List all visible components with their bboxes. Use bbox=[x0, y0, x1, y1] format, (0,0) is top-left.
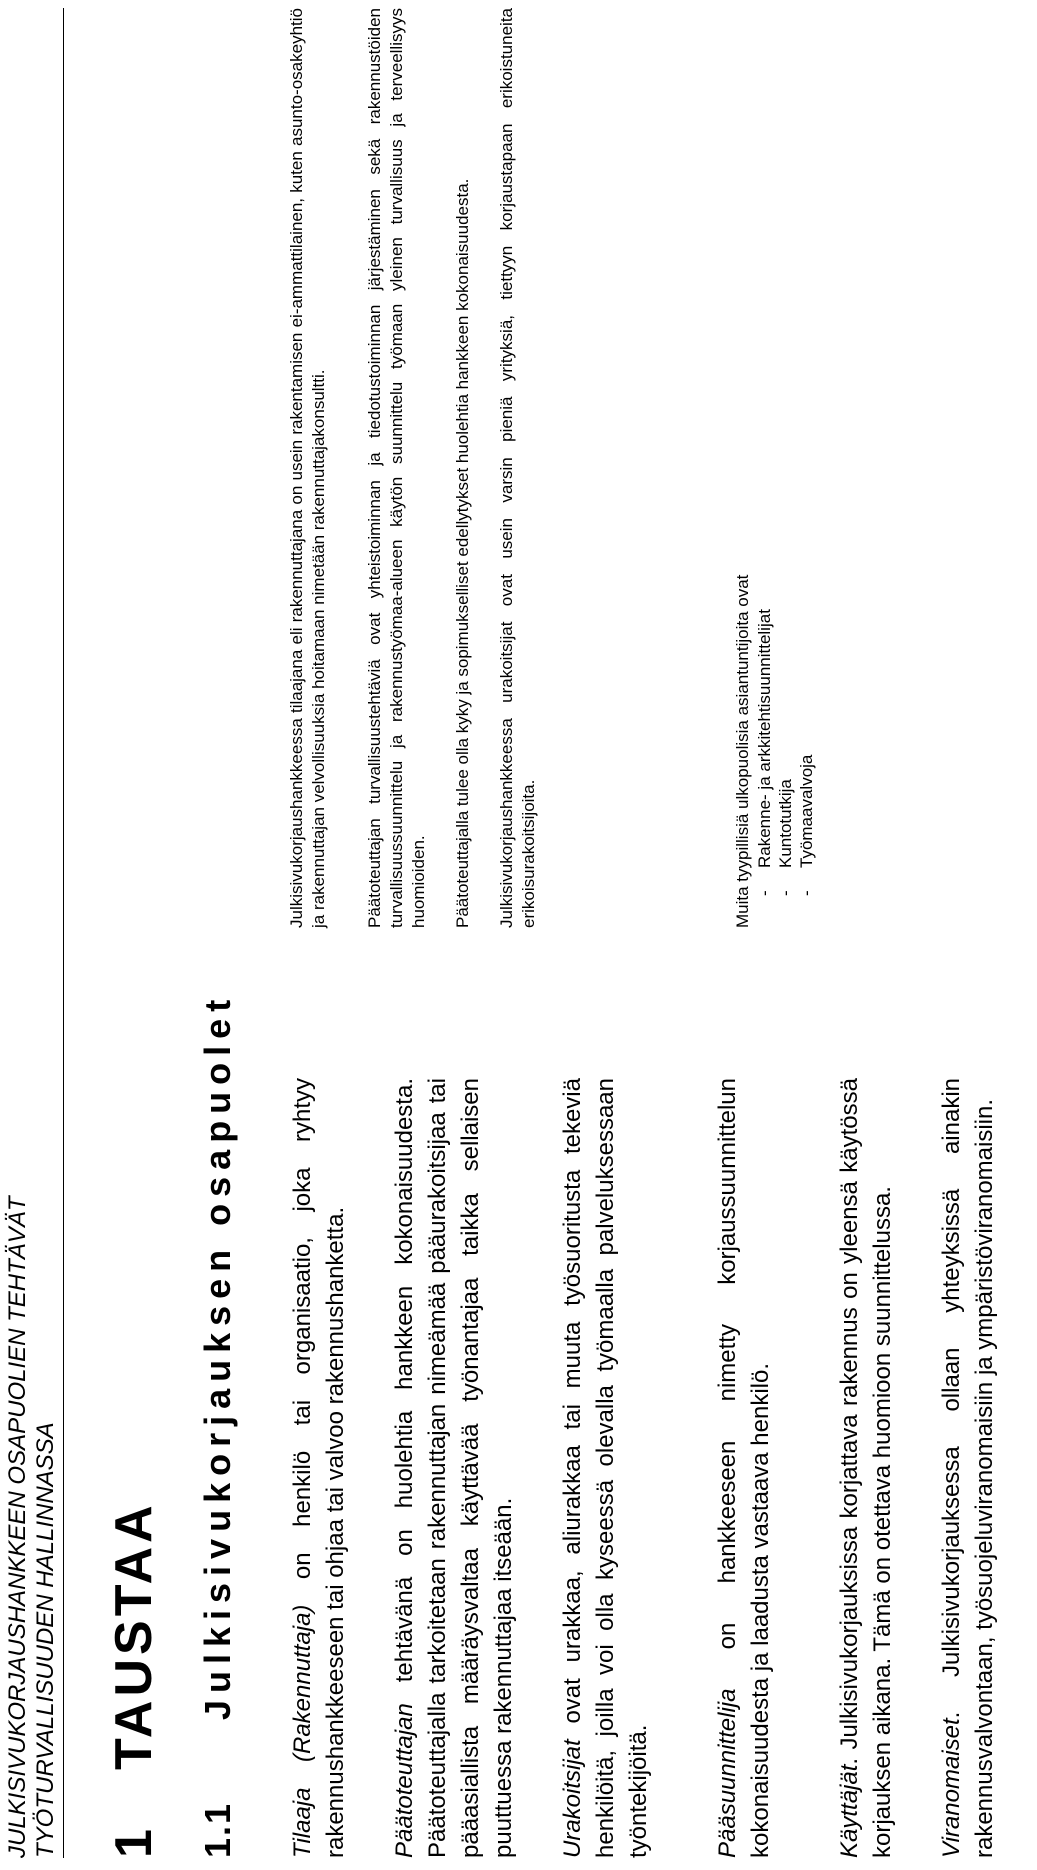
section-number: 1.1 bbox=[197, 1801, 238, 1858]
term: Käyttäjät bbox=[836, 1764, 863, 1858]
chapter-heading bbox=[104, 1501, 164, 1858]
list-item: -Kuntotutkija bbox=[776, 779, 795, 896]
term: Urakoitsijat bbox=[559, 1739, 586, 1858]
note-paatoteuttaja-1: Päätoteuttajan turvallisuustehtäviä ovat yhteistoiminnan ja tiedotustoiminnan järjestäminen sekä rakennustöiden turvallisuussuunnittelu ja rakennustyömaa-alueen käytön suunnittelu työmaan yleinen turvallisuus ja terveellisyys huomioiden. bbox=[365, 8, 428, 928]
paragraph-paasuunnittelija: Pääsuunnittelija on hankkeeseen nimetty korjaussuunnittelun kokonaisuudesta ja laadusta vastaava henkilö. bbox=[714, 1078, 774, 1858]
left-column bbox=[286, 1078, 1037, 1858]
paragraph-paatoteuttaja: Päätoteuttajan tehtävänä on huolehtia hankkeen kokonaisuudesta. Päätoteuttajalla tarkoitetaan rakennuttajan nimeämää pääurakoitsijaa tai pääasiallista määräysvaltaa käyttävää työnantajaa taikka sellaisen puuttuessa rakennuttajaa itseään. bbox=[391, 1078, 517, 1858]
note-paatoteuttaja-2: Päätoteuttajalla tulee olla kyky ja sopimukselliset edellytykset huolehtia hankkeen kokonaisuudesta. bbox=[453, 178, 472, 928]
note-tilaaja: Julkisivukorjaushankkeessa tilaajana eli rakennuttajana on usein rakentamisen ei-ammattilainen, kuten asunto-osakeyhtiö ja rakennuttajan velvollisuuksia hoitamaan nimetään rakennuttajakonsultti. bbox=[287, 8, 328, 928]
list-intro: Muita tyypillisiä ulkopuolisia asiantuntijoita ovat bbox=[733, 574, 752, 928]
section-heading bbox=[196, 993, 240, 1858]
term: Pääsuunnittelija bbox=[714, 1688, 741, 1858]
chapter-number: 1 bbox=[105, 1825, 163, 1858]
note-urakoitsijat: Julkisivukorjaushankkeessa urakoitsijat ovat usein varsin pieniä yrityksiä, tiettyyn korjaustapaan erikoistuneita erikoisurakoitsijoita. bbox=[497, 8, 538, 928]
paragraph-tilaaja: Tilaaja (Rakennuttaja) on henkilö tai organisaatio, joka ryhtyy rakennushankkeeseen tai ohjaa tai valvoo rakennushanketta. bbox=[289, 1078, 349, 1858]
header-rule bbox=[63, 8, 64, 1858]
term: Viranomaiset bbox=[938, 1718, 965, 1858]
document-header bbox=[4, 758, 60, 1858]
list-item: -Rakenne- ja arkkitehtisuunnittelijat bbox=[755, 609, 774, 896]
paragraph-viranomaiset: Viranomaiset. Julkisivukorjauksessa ollaan yhteyksissä ainakin rakennusvalvontaan, työsuojeluviranomaisiin ja ympäristöviranomaisiin. bbox=[938, 1078, 998, 1858]
term: Päätoteuttajan bbox=[391, 1703, 418, 1858]
header-line-1: JULKISIVUKORJAUSHANKKEEN OSAPUOLIEN TEHTÄVÄT bbox=[4, 1196, 31, 1858]
term: Tilaaja (Rakennuttaja) bbox=[289, 1604, 316, 1858]
paragraph-urakoitsijat: Urakoitsijat ovat urakkaa, aliurakkaa tai muuta työsuoritusta tekeviä henkilöitä, joilla voi olla kyseessä olevalla työmaalla palveluksessaan työntekijöitä. bbox=[559, 1078, 652, 1858]
right-column bbox=[286, 8, 817, 928]
header-line-2: TYÖTURVALLISUUDEN HALLINNASSA bbox=[32, 1422, 59, 1858]
chapter-title: TAUSTAA bbox=[105, 1501, 163, 1770]
list-item: -Työmaavalvoja bbox=[797, 754, 816, 896]
section-title: Julkisivukorjauksen osapuolet bbox=[197, 992, 238, 1720]
paragraph-kayttajat: Käyttäjät. Julkisivukorjauksissa korjattava rakennus on yleensä käytössä korjauksen aikana. Tämä on otettava huomioon suunnittelussa. bbox=[836, 1078, 896, 1858]
expert-list bbox=[754, 8, 817, 928]
